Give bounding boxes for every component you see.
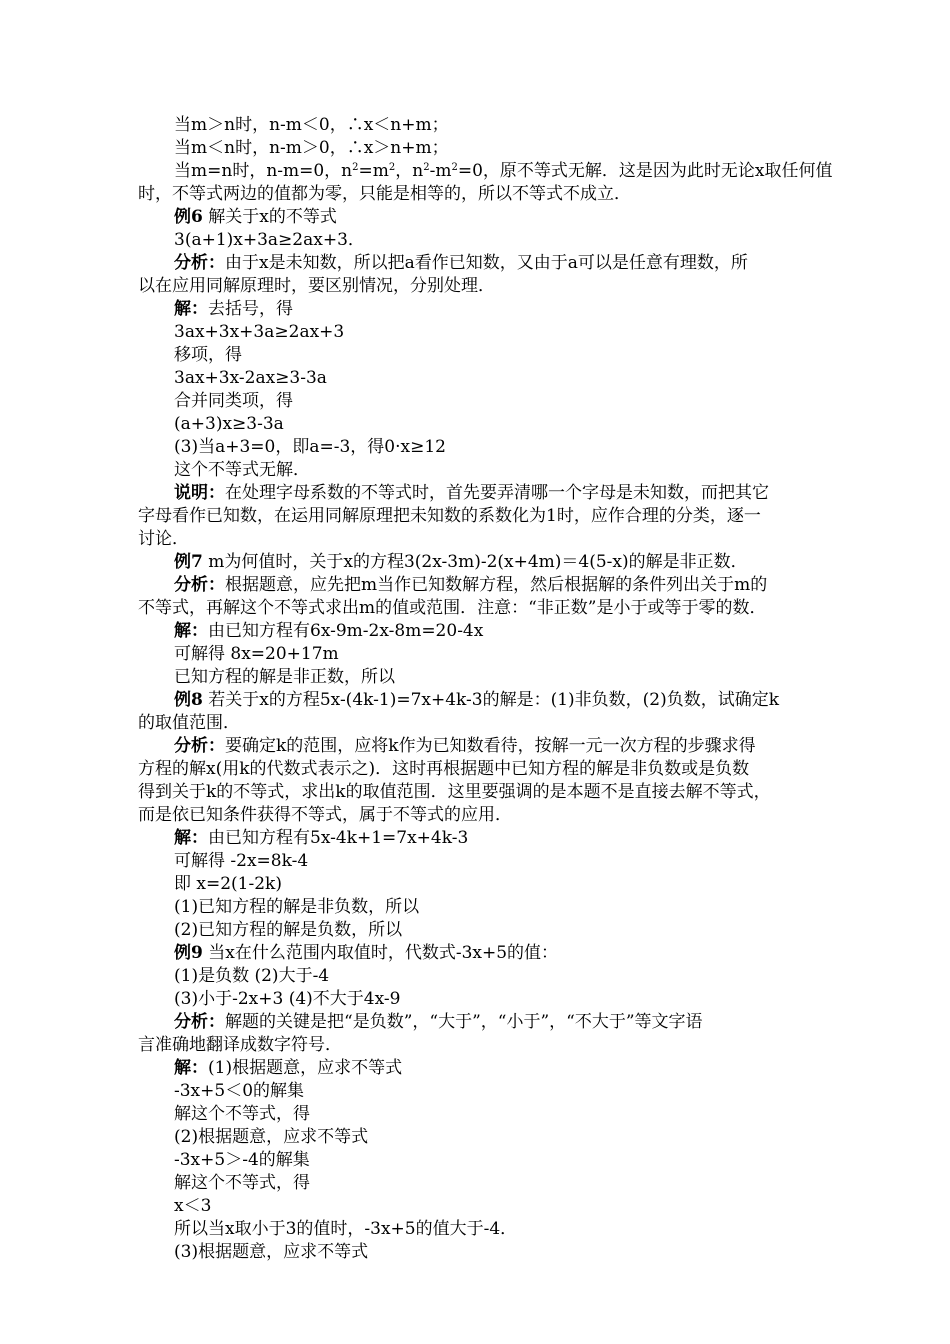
text-line: 移项，得	[174, 345, 242, 365]
text-line: 解这个不等式，得	[174, 1104, 310, 1124]
text-line: -3x+5＞-4的解集	[174, 1150, 310, 1170]
text-line: 当m＞n时，n-m＜0，∴x＜n+m；	[174, 115, 449, 135]
text-line: (3)当a+3=0，即a=-3，得0·x≥12	[174, 437, 446, 457]
analysis-line: 分析：要确定k的范围，应将k作为已知数看待，按解一元一次方程的步骤求得	[174, 736, 756, 756]
example-heading: 例7 m为何值时，关于x的方程3(2x-3m)-2(x+4m)＝4(5-x)的解是非正数．	[174, 552, 748, 572]
text-line: (1)是负数 (2)大于-4	[174, 966, 330, 986]
text-line: (a+3)x≥3-3a	[174, 414, 284, 434]
text-line: 讨论．	[138, 529, 189, 549]
text-line: 当m=n时，n-m=0，$n^2=m^2$，$n^2-m^2=0$，原不等式无解．这是因为此时无论x取任何值	[174, 161, 833, 181]
text-line: 得到关于k的不等式，求出k的取值范围．这里要强调的是本题不是直接去解不等式，	[138, 782, 771, 802]
example-heading: 例9 当x在什么范围内取值时，代数式-3x+5的值：	[174, 943, 559, 963]
text-line: 3ax+3x+3a≥2ax+3	[174, 322, 345, 342]
text-line: 3(a+1)x+3a≥2ax+3．	[174, 230, 365, 250]
solution-line: 解：去括号，得	[174, 299, 293, 319]
text-line: 可解得 8x=20+17m	[174, 644, 339, 664]
analysis-line: 分析：根据题意，应先把m当作已知数解方程，然后根据解的条件列出关于m的	[174, 575, 768, 595]
text-line: 的取值范围．	[138, 713, 240, 733]
note-line: 说明：在处理字母系数的不等式时，首先要弄清哪一个字母是未知数，而把其它	[174, 483, 769, 503]
text-line: 时，不等式两边的值都为零，只能是相等的，所以不等式不成立．	[138, 184, 631, 204]
text-line: 即 x=2(1-2k)	[174, 874, 282, 894]
text-line: 解这个不等式，得	[174, 1173, 310, 1193]
analysis-line: 分析：由于x是未知数，所以把a看作已知数，又由于a可以是任意有理数，所	[174, 253, 748, 273]
text-line: 可解得 -2x=8k-4	[174, 851, 309, 871]
text-line: 而是依已知条件获得不等式，属于不等式的应用．	[138, 805, 512, 825]
text-line: (3)小于-2x+3 (4)不大于4x-9	[174, 989, 401, 1009]
text-line: (2)已知方程的解是负数，所以	[174, 920, 403, 940]
text-line: x＜3	[174, 1196, 212, 1216]
text-line: 合并同类项，得	[174, 391, 293, 411]
text-line: 这个不等式无解．	[174, 460, 310, 480]
text-line: 以在应用同解原理时，要区别情况，分别处理．	[138, 276, 495, 296]
text-line: 所以当x取小于3的值时，-3x+5的值大于-4．	[174, 1219, 518, 1239]
text-line: 方程的解x(用k的代数式表示之)．这时再根据题中已知方程的解是非负数或是负数	[138, 759, 750, 779]
solution-line: 解：由已知方程有6x-9m-2x-8m=20-4x	[174, 621, 484, 641]
text-line: 不等式，再解这个不等式求出m的值或范围．注意：“非正数”是小于或等于零的数．	[138, 598, 767, 618]
solution-line: 解：(1)根据题意，应求不等式	[174, 1058, 403, 1078]
analysis-line: 分析：解题的关键是把“是负数”，“大于”，“小于”，“不大于”等文字语	[174, 1012, 703, 1032]
text-line: (3)根据题意，应求不等式	[174, 1242, 369, 1262]
example-heading: 例8 若关于x的方程5x-(4k-1)=7x+4k-3的解是：(1)非负数，(2)负数，试确定k	[174, 690, 780, 710]
text-line: (2)根据题意，应求不等式	[174, 1127, 369, 1147]
solution-line: 解：由已知方程有5x-4k+1=7x+4k-3	[174, 828, 469, 848]
text-line: (1)已知方程的解是非负数，所以	[174, 897, 420, 917]
text-line: 言准确地翻译成数字符号．	[138, 1035, 342, 1055]
text-line: 当m＜n时，n-m＞0，∴x＞n+m；	[174, 138, 449, 158]
text-line: 已知方程的解是非正数，所以	[174, 667, 395, 687]
text-line: 3ax+3x-2ax≥3-3a	[174, 368, 327, 388]
text-line: 字母看作已知数，在运用同解原理把未知数的系数化为1时，应作合理的分类，逐一	[138, 506, 761, 526]
text-line: -3x+5＜0的解集	[174, 1081, 305, 1101]
example-heading: 例6 解关于x的不等式	[174, 207, 337, 227]
